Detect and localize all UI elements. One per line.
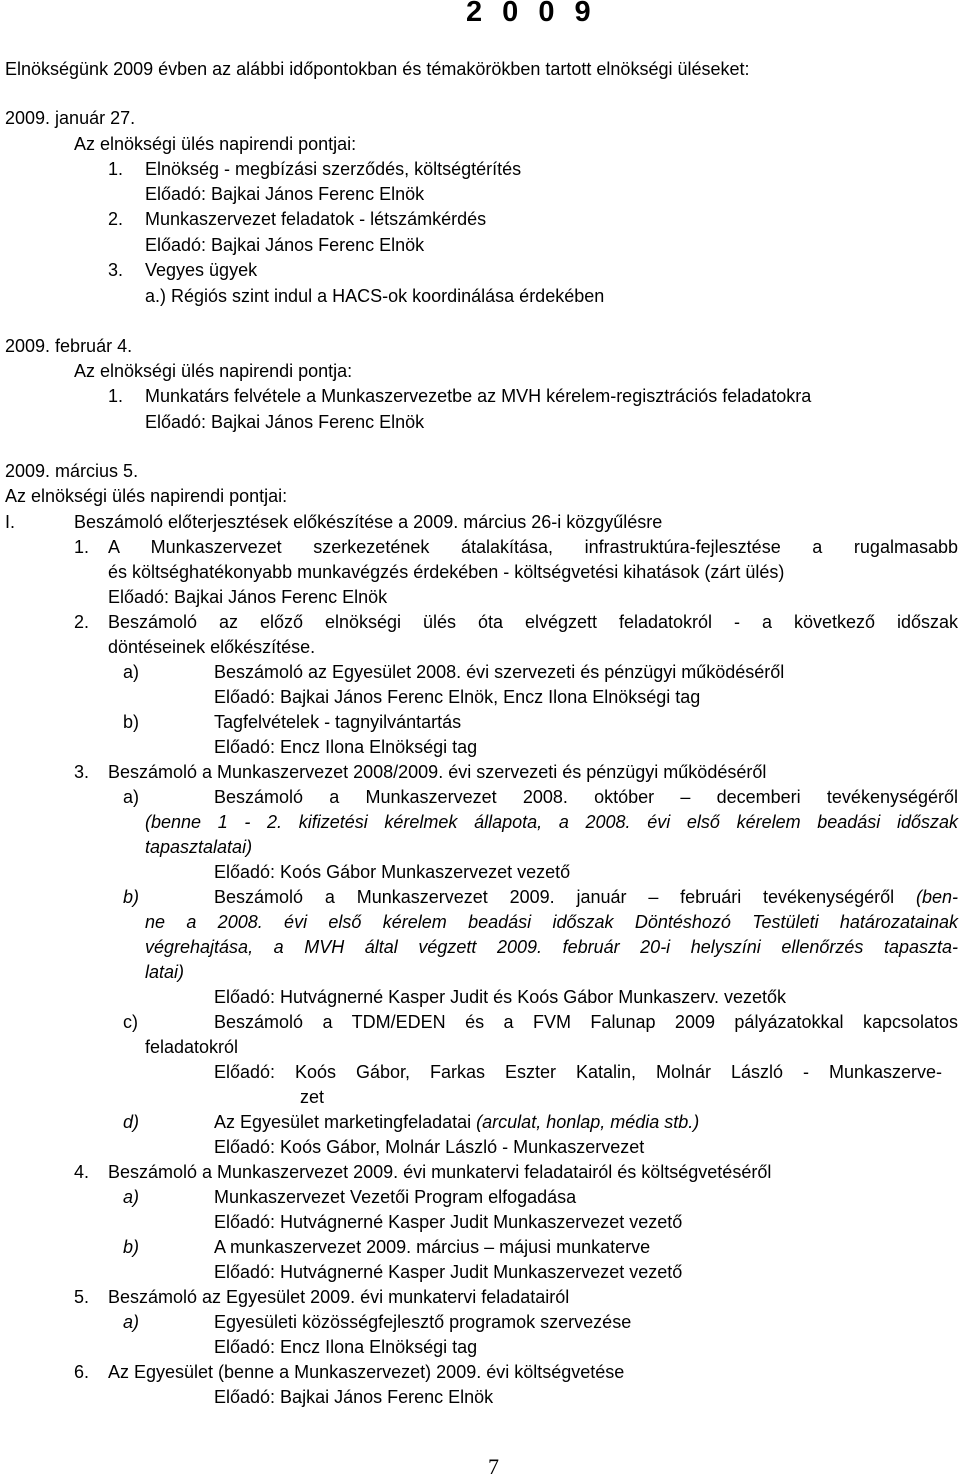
agenda-heading: Az elnökségi ülés napirendi pontjai: bbox=[74, 134, 357, 154]
speaker-line: Előadó: Bajkai János Ferenc Elnök bbox=[145, 412, 425, 432]
subitem-text-italic: (arculat, honlap, média stb.) bbox=[476, 1112, 700, 1132]
subitem-text bbox=[214, 1110, 699, 1135]
speaker-line: Előadó: Hutvágnerné Kasper Judit és Koós Gábor Munkaszerv. vezetők bbox=[214, 987, 786, 1007]
subitem-text-main: Az Egyesület marketingfeladatai bbox=[214, 1112, 472, 1132]
agenda-item-number: 1. bbox=[108, 386, 124, 406]
subitem-text: A munkaszervezet 2009. március – májusi munkaterve bbox=[214, 1237, 651, 1257]
subitem-label: a) bbox=[123, 1187, 140, 1207]
agenda-subitem: a.) Régiós szint indul a HACS-ok koordinálása érdekében bbox=[145, 286, 605, 306]
speaker-line: Előadó: Bajkai János Ferenc Elnök bbox=[145, 184, 425, 204]
subitem-text bbox=[214, 885, 958, 910]
agenda-item-text: Beszámoló a Munkaszervezet 2008/2009. évi szervezeti és pénzügyi működéséről bbox=[108, 762, 767, 782]
agenda-item-text: Munkaszervezet feladatok - létszámkérdés bbox=[145, 209, 487, 229]
subitem-text: végrehajtása, a MVH által végzett 2009. február 20-i helyszíni ellenőrzés tapaszta- bbox=[145, 937, 958, 957]
roman-item-number: I. bbox=[5, 512, 16, 532]
subitem-text: Beszámoló a TDM/EDEN és a FVM Falunap 2009 pályázatokkal kapcsolatos bbox=[214, 1012, 958, 1032]
meeting-date: 2009. március 5. bbox=[5, 461, 139, 481]
page-number: 7 bbox=[488, 1454, 499, 1479]
subitem-label: b) bbox=[123, 887, 140, 907]
intro-text: Elnökségünk 2009 évben az alábbi időpontokban és témakörökben tartott elnökségi üléseket: bbox=[5, 59, 750, 79]
agenda-item-number: 1. bbox=[74, 537, 90, 557]
subitem-label: a) bbox=[123, 787, 140, 807]
speaker-line: Előadó: Hutvágnerné Kasper Judit Munkaszervezet vezető bbox=[214, 1262, 683, 1282]
agenda-item-number: 2. bbox=[108, 209, 124, 229]
agenda-item-text: Vegyes ügyek bbox=[145, 260, 258, 280]
subitem-label: a) bbox=[123, 1312, 140, 1332]
speaker-line: Előadó: Hutvágnerné Kasper Judit Munkaszervezet vezető bbox=[214, 1212, 683, 1232]
speaker-line: zet bbox=[300, 1087, 325, 1107]
agenda-item-text: Beszámoló az előző elnökségi ülés óta elvégzett feladatokról - a következő időszak bbox=[108, 612, 958, 632]
speaker-line: Előadó: Bajkai János Ferenc Elnök, Encz Ilona Elnökségi tag bbox=[214, 687, 701, 707]
subitem-text: latai) bbox=[145, 962, 185, 982]
subitem-text: Egyesületi közösségfejlesztő programok szervezése bbox=[214, 1312, 632, 1332]
subitem-label: b) bbox=[123, 1237, 140, 1257]
subitem-label: d) bbox=[123, 1112, 140, 1132]
agenda-item-number: 3. bbox=[74, 762, 90, 782]
subitem-text-main: Beszámoló a Munkaszervezet 2009. január – februári tevékenységéről bbox=[214, 887, 895, 907]
subitem-text: feladatokról bbox=[145, 1037, 239, 1057]
speaker-line: Előadó: Koós Gábor, Farkas Eszter Katalin, Molnár László - Munkaszerve- bbox=[214, 1062, 942, 1082]
subitem-label: a) bbox=[123, 662, 140, 682]
speaker-line: Előadó: Encz Ilona Elnökségi tag bbox=[214, 737, 478, 757]
subitem-text: Tagfelvételek - tagnyilvántartás bbox=[214, 712, 462, 732]
page-title: 2 0 0 9 bbox=[466, 0, 597, 28]
agenda-item-number: 4. bbox=[74, 1162, 90, 1182]
agenda-item-number: 5. bbox=[74, 1287, 90, 1307]
subitem-label: b) bbox=[123, 712, 140, 732]
agenda-item-text: és költséghatékonyabb munkavégzés érdekében - költségvetési kihatások (zárt ülés) bbox=[108, 562, 785, 582]
agenda-item-text: Az Egyesület (benne a Munkaszervezet) 2009. évi költségvetése bbox=[108, 1362, 625, 1382]
speaker-line: Előadó: Encz Ilona Elnökségi tag bbox=[214, 1337, 478, 1357]
agenda-item-text: döntéseinek előkészítése. bbox=[108, 637, 316, 657]
agenda-item-text: A Munkaszervezet szerkezetének átalakítása, infrastruktúra-fejlesztése a rugalmasabb bbox=[108, 537, 958, 557]
subitem-text-italic: (ben- bbox=[915, 887, 958, 907]
subitem-label: c) bbox=[123, 1012, 138, 1032]
subitem-text: ne a 2008. évi első kérelem beadási időszak Döntéshozó Testületi határozatainak bbox=[145, 912, 958, 932]
meeting-date: 2009. február 4. bbox=[5, 336, 133, 356]
speaker-line: Előadó: Bajkai János Ferenc Elnök bbox=[108, 587, 388, 607]
agenda-item-number: 6. bbox=[74, 1362, 90, 1382]
agenda-item-number: 1. bbox=[108, 159, 124, 179]
subitem-text: Beszámoló az Egyesület 2008. évi szervezeti és pénzügyi működéséről bbox=[214, 662, 785, 682]
agenda-item-number: 2. bbox=[74, 612, 90, 632]
speaker-line: Előadó: Bajkai János Ferenc Elnök bbox=[214, 1387, 494, 1407]
meeting-date: 2009. január 27. bbox=[5, 108, 136, 128]
agenda-item-number: 3. bbox=[108, 260, 124, 280]
speaker-line: Előadó: Bajkai János Ferenc Elnök bbox=[145, 235, 425, 255]
agenda-item-text: Beszámoló a Munkaszervezet 2009. évi munkatervi feladatairól és költségvetéséről bbox=[108, 1162, 772, 1182]
agenda-item-text: Elnökség - megbízási szerződés, költségtérítés bbox=[145, 159, 522, 179]
agenda-heading: Az elnökségi ülés napirendi pontjai: bbox=[5, 486, 288, 506]
subitem-text: tapasztalatai) bbox=[145, 837, 253, 857]
agenda-heading: Az elnökségi ülés napirendi pontja: bbox=[74, 361, 353, 381]
speaker-line: Előadó: Koós Gábor Munkaszervezet vezető bbox=[214, 862, 571, 882]
agenda-item-text: Beszámoló az Egyesület 2009. évi munkatervi feladatairól bbox=[108, 1287, 570, 1307]
subitem-text: Munkaszervezet Vezetői Program elfogadása bbox=[214, 1187, 577, 1207]
subitem-text: Beszámoló a Munkaszervezet 2008. október – decemberi tevékenységéről bbox=[214, 787, 958, 807]
subitem-text: (benne 1 - 2. kifizetési kérelmek állapota, a 2008. évi első kérelem beadási időszak bbox=[145, 812, 958, 832]
roman-item-text: Beszámoló előterjesztések előkészítése a 2009. március 26-i közgyűlésre bbox=[74, 512, 663, 532]
agenda-item-text: Munkatárs felvétele a Munkaszervezetbe az MVH kérelem-regisztrációs feladatokra bbox=[145, 386, 812, 406]
speaker-line: Előadó: Koós Gábor, Molnár László - Munkaszervezet bbox=[214, 1137, 645, 1157]
